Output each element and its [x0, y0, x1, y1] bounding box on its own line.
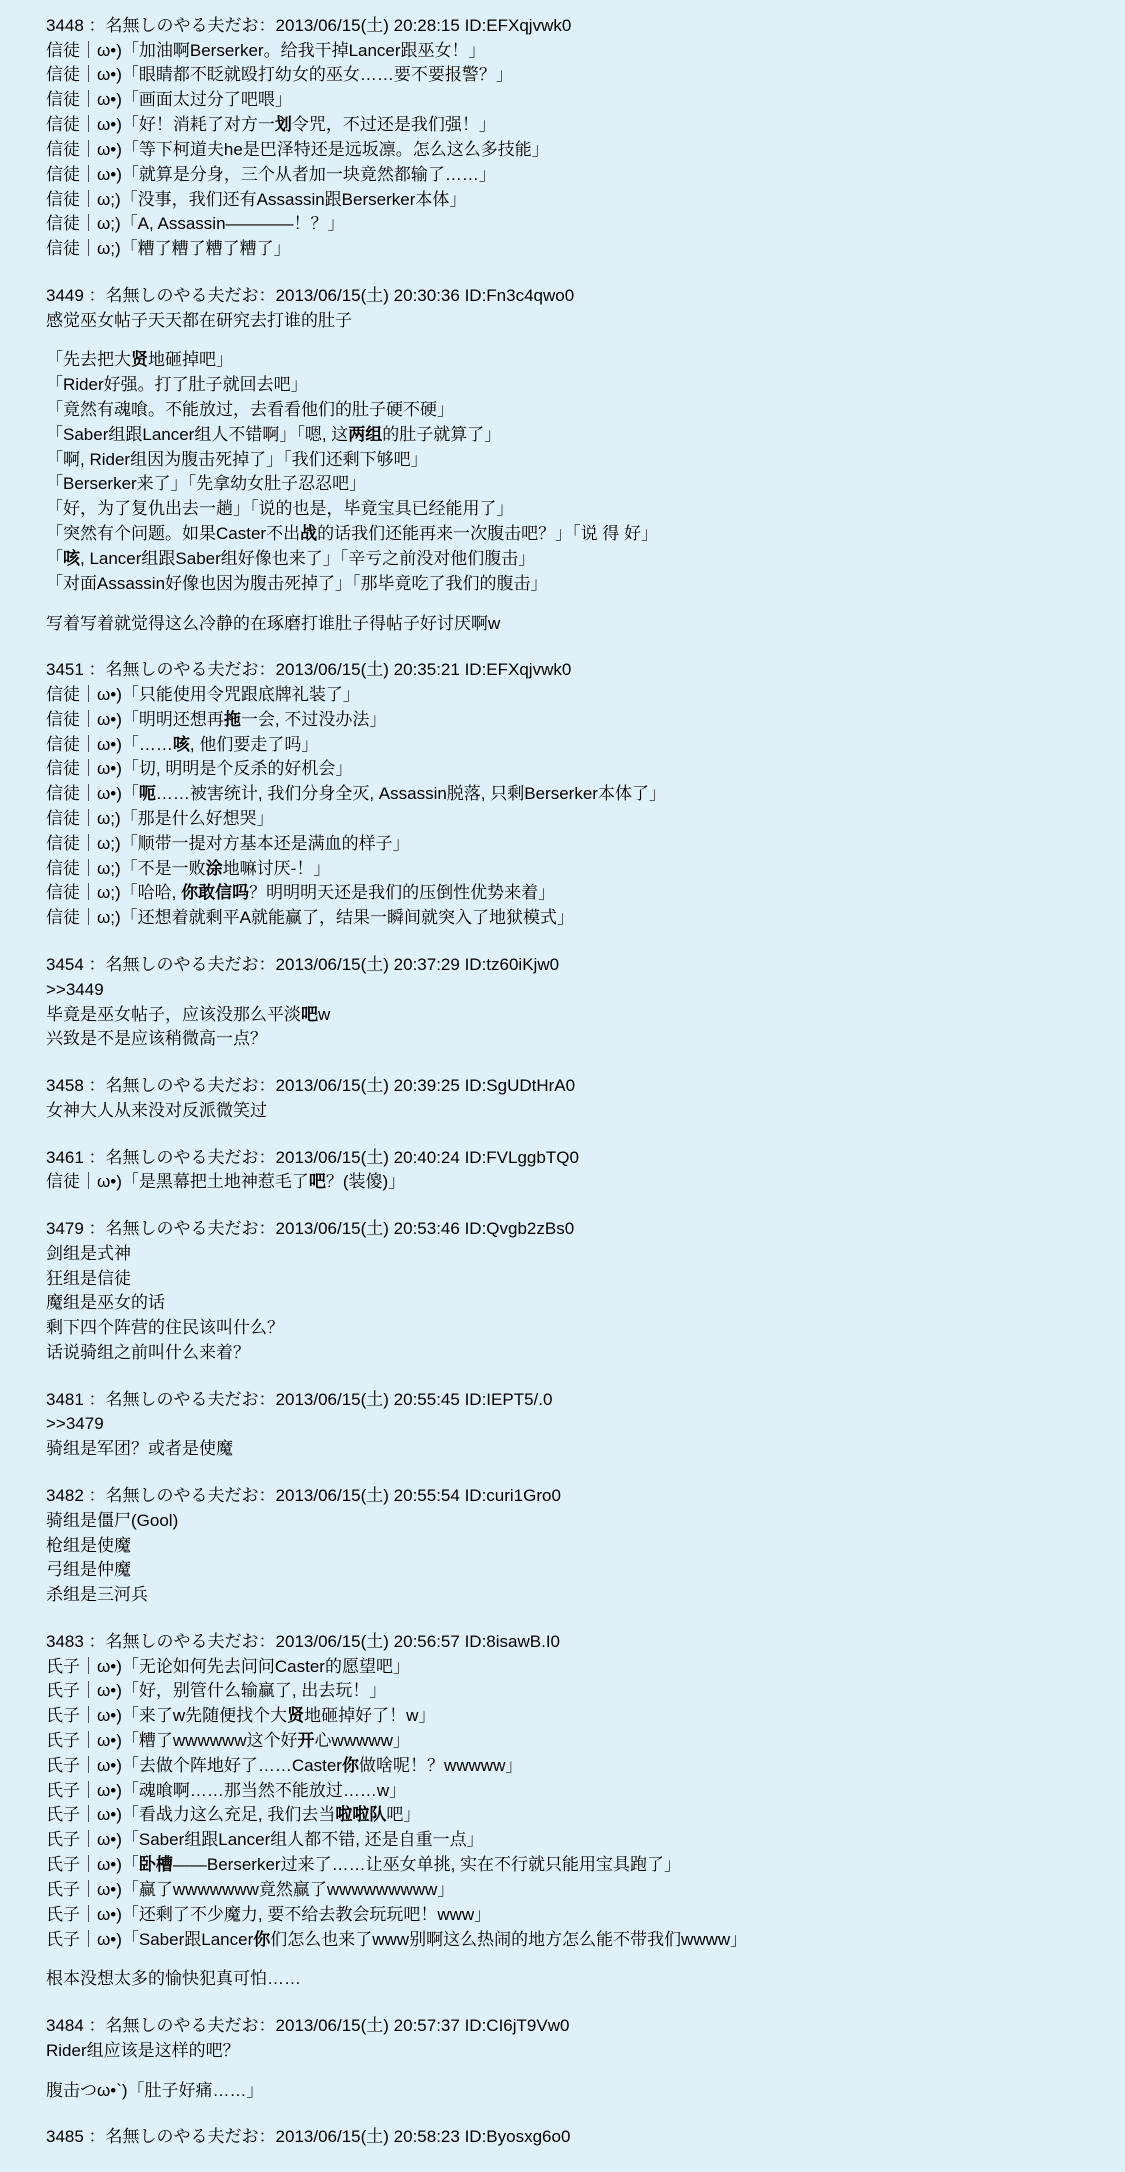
post-line: 信徒｜ω•)「切, 明明是个反杀的好机会」 [46, 759, 353, 779]
post-line: 杀组是三河兵 [46, 1585, 148, 1605]
post-header: 3461 ：名無しのやる夫だお：2013/06/15(土) 20:40:24 ID:FVLggbTQ0 [46, 1147, 579, 1167]
post-line: 信徒｜ω•)「等下柯道夫he是巴泽特还是远坂凛。怎么这么多技能」 [46, 139, 549, 159]
post-body [0, 39, 1125, 262]
post-line: 腹击つω•`)「肚子好痛……」 [46, 2080, 264, 2100]
post-line: 信徒｜ω•)「只能使用令咒跟底牌礼装了」 [46, 684, 360, 704]
post-header: 3483 ：名無しのやる夫だお：2013/06/15(土) 20:56:57 ID:8isawB.I0 [46, 1631, 560, 1651]
post-line: Rider组应该是这样的吧？ [46, 2040, 240, 2060]
post-line: 弓组是仲魔 [46, 1560, 131, 1580]
blank-line [46, 2064, 1125, 2079]
post-header: 3448 ：名無しのやる夫だお：2013/06/15(土) 20:28:15 ID:EFXqjvwk0 [46, 16, 572, 35]
post-line: 信徒｜ω;)「A, Assassin————！？」 [46, 214, 345, 234]
post-body [0, 1242, 1125, 1366]
post-line: 信徒｜ω;)「哈哈, 你敢信吗？明明明天还是我们的压倒性优势来着」 [46, 883, 556, 903]
post-line: 信徒｜ω•)「眼睛都不眨就殴打幼女的巫女……要不要报警？」 [46, 65, 513, 85]
post-header: 3458 ：名無しのやる夫だお：2013/06/15(土) 20:39:25 ID:SgUDtHrA0 [46, 1076, 576, 1096]
post [0, 658, 1125, 931]
post-line: 信徒｜ω•)「好！消耗了对方一划令咒，不过还是我们强！」 [46, 115, 496, 135]
post-line: 信徒｜ω•)「呃……被害统计, 我们分身全灭, Assassin脱落, 只剩Berserker本体了」 [46, 784, 666, 804]
post-line: 剩下四个阵营的住民该叫什么？ [46, 1318, 284, 1338]
post-body [0, 2039, 1125, 2104]
post-header: 3451 ：名無しのやる夫だお：2013/06/15(土) 20:35:21 ID:EFXqjvwk0 [46, 660, 572, 680]
post-line: 信徒｜ω•)「画面太过分了吧喂」 [46, 90, 292, 110]
post-header: 3485 ：名無しのやる夫だお：2013/06/15(土) 20:58:23 ID:Byosxg6o0 [46, 2127, 571, 2147]
post-line: 「突然有个问题。如果Caster不出战的话我们还能再来一次腹击吧？」「说 得 好」 [46, 524, 659, 544]
post-line: 氏子｜ω•)「Saber跟Lancer你们怎么也来了www别啊这么热闹的地方怎么能不带我们wwww」 [46, 1929, 748, 1949]
post [0, 1630, 1125, 1992]
post [0, 14, 1125, 262]
post-header: 3482 ：名無しのやる夫だお：2013/06/15(土) 20:55:54 ID:curi1Gro0 [46, 1486, 561, 1506]
post-line: 骑组是僵尸(Gool) [46, 1510, 179, 1530]
post-body [0, 683, 1125, 931]
post-line: >>3449 [46, 979, 104, 999]
post-line: 狂组是信徒 [46, 1268, 131, 1288]
post-line: 信徒｜ω•)「是黑幕把土地神惹毛了吧？(装傻)」 [46, 1172, 406, 1192]
post-body [0, 1412, 1125, 1462]
post-line: 毕竟是巫女帖子，应该没那么平淡吧w [46, 1004, 331, 1024]
post-header: 3479 ：名無しのやる夫だお：2013/06/15(土) 20:53:46 ID:Qvgb2zBs0 [46, 1219, 575, 1239]
post-line: 氏子｜ω•)「无论如何先去问问Caster的愿望吧」 [46, 1656, 410, 1676]
post-line: 信徒｜ω;)「顺带一提对方基本还是满血的样子」 [46, 833, 410, 853]
post [0, 953, 1125, 1052]
post-line: 氏子｜ω•)「魂喰啊……那当然不能放过……w」 [46, 1780, 407, 1800]
post-body [0, 1170, 1125, 1195]
post-line: 「好，为了复仇出去一趟」「说的也是，毕竟宝具已经能用了」 [46, 499, 514, 519]
post-line: 氏子｜ω•)「赢了wwwwwww竟然赢了wwwwwwwww」 [46, 1879, 455, 1899]
post-line: 「对面Assassin好像也因为腹击死掉了」「那毕竟吃了我们的腹击」 [46, 573, 548, 593]
post-line: 氏子｜ω•)「还剩了不少魔力, 要不给去教会玩玩吧！www」 [46, 1904, 492, 1924]
post-header: 3449 ：名無しのやる夫だお：2013/06/15(土) 20:30:36 ID:Fn3c4qwo0 [46, 285, 575, 305]
post-line: 「Berserker来了」「先拿幼女肚子忍忍吧」 [46, 474, 367, 494]
post-line: 感觉巫女帖子天天都在研究去打谁的肚子 [46, 310, 352, 330]
post [0, 1217, 1125, 1366]
post-header: 3481 ：名無しのやる夫だお：2013/06/15(土) 20:55:45 ID:IEPT5/.0 [46, 1389, 553, 1409]
blank-line [46, 597, 1125, 612]
post-line: 信徒｜ω;)「不是一败涂地嘛讨厌-！」 [46, 858, 331, 878]
post-line: 「啊, Rider组因为腹击死掉了」「我们还剩下够吧」 [46, 449, 428, 469]
post-line: 根本没想太多的愉快犯真可怕…… [46, 1969, 301, 1989]
post-line: 信徒｜ω•)「加油啊Berserker。给我干掉Lancer跟巫女！」 [46, 40, 486, 60]
post-line: 「竟然有魂喰。不能放过，去看看他们的肚子硬不硬」 [46, 400, 454, 420]
post-line: 女神大人从来没对反派微笑过 [46, 1100, 267, 1120]
post [0, 2125, 1125, 2150]
post-body [0, 1509, 1125, 1608]
post-line: 氏子｜ω•)「卧槽——Berserker过来了……让巫女单挑, 实在不行就只能用宝具跑了」 [46, 1855, 682, 1875]
post-line: 信徒｜ω;)「糟了糟了糟了糟了」 [46, 239, 291, 259]
post-line: >>3479 [46, 1414, 104, 1434]
post-line: 骑组是军团？或者是使魔 [46, 1439, 233, 1459]
post-line: 写着写着就觉得这么冷静的在琢磨打谁肚子得帖子好讨厌啊w [46, 613, 501, 633]
post-header: 3454 ：名無しのやる夫だお：2013/06/15(土) 20:37:29 ID:tz60iKjw0 [46, 955, 560, 975]
post-line: 剑组是式神 [46, 1243, 131, 1263]
post-line: 话说骑组之前叫什么来着？ [46, 1342, 250, 1362]
blank-line [46, 1952, 1125, 1967]
post-header: 3484 ：名無しのやる夫だお：2013/06/15(土) 20:57:37 ID:CI6jT9Vw0 [46, 2016, 570, 2036]
post-line: 氏子｜ω•)「糟了wwwwww这个好开心wwwww」 [46, 1731, 410, 1751]
post-line: 「先去把大贤地砸掉吧」 [46, 350, 233, 370]
post-line: 「Saber组跟Lancer组人不错啊」「嗯, 这两组的肚子就算了」 [46, 424, 502, 444]
post-line: 枪组是使魔 [46, 1535, 131, 1555]
post-body [0, 978, 1125, 1052]
post [0, 1146, 1125, 1195]
post-line: 信徒｜ω•)「……咳, 他们要走了吗」 [46, 734, 319, 754]
blank-line [46, 333, 1125, 348]
post-line: 氏子｜ω•)「好，别管什么输赢了, 出去玩！」 [46, 1681, 387, 1701]
post-line: 魔组是巫女的话 [46, 1293, 165, 1313]
post-line: 信徒｜ω•)「明明还想再拖一会, 不过没办法」 [46, 709, 387, 729]
post-line: 「Rider好强。打了肚子就回去吧」 [46, 375, 308, 395]
post [0, 1074, 1125, 1123]
post [0, 284, 1125, 636]
post-line: 信徒｜ω•)「就算是分身，三个从者加一块竟然都输了……」 [46, 164, 496, 184]
post-line: 信徒｜ω;)「那是什么好想哭」 [46, 809, 274, 829]
post-body [0, 309, 1125, 637]
post-line: 氏子｜ω•)「去做个阵地好了……Caster你做啥呢！？wwwww」 [46, 1755, 523, 1775]
post-line: 「咳, Lancer组跟Saber组好像也来了」「辛亏之前没对他们腹击」 [46, 548, 536, 568]
post-line: 信徒｜ω;)「没事，我们还有Assassin跟Berserker本体」 [46, 189, 467, 209]
post [0, 1388, 1125, 1462]
post-body [0, 1655, 1125, 1993]
post-line: 信徒｜ω;)「还想着就剩平A就能赢了，结果一瞬间就突入了地狱模式」 [46, 908, 574, 928]
post-line: 氏子｜ω•)「来了w先随便找个大贤地砸掉好了！w」 [46, 1706, 436, 1726]
post [0, 2014, 1125, 2103]
post-line: 兴致是不是应该稍微高一点？ [46, 1029, 267, 1049]
post-body [0, 1099, 1125, 1124]
post [0, 1484, 1125, 1608]
post-line: 氏子｜ω•)「看战力这么充足, 我们去当啦啦队吧」 [46, 1805, 421, 1825]
post-line: 氏子｜ω•)「Saber组跟Lancer组人都不错, 还是自重一点」 [46, 1830, 484, 1850]
